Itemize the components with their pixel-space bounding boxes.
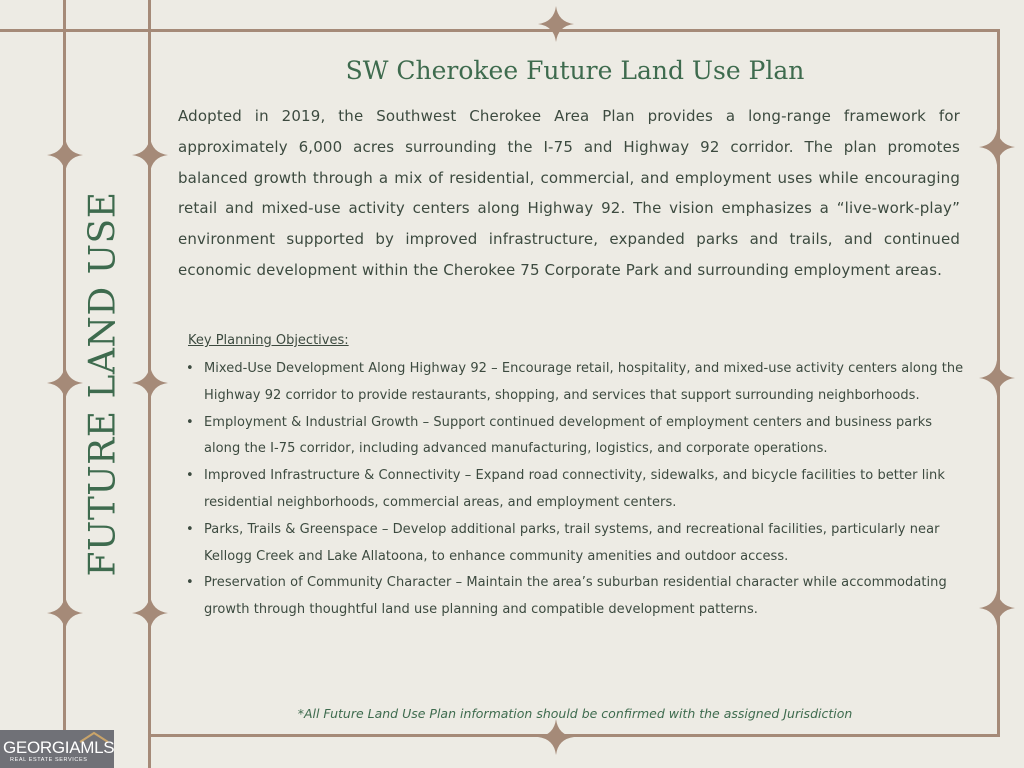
bullet-point: •: [186, 414, 194, 430]
objective-item: [186, 410, 966, 464]
objective-text: Employment & Industrial Growth – Support continued development of employment centers and business parks along the I-75 corridor, including advanced manufacturing, logistics, and corporate operations.: [204, 414, 933, 457]
georgia-mls-logo: [0, 730, 114, 768]
star-ornament-icon: [130, 135, 170, 175]
logo-tagline: REAL ESTATE SERVICES: [10, 757, 88, 763]
intro-paragraph: Adopted in 2019, the Southwest Cherokee Area Plan provides a long-range framework for approximately 6,000 acres surrounding the I-75 and Highway 92 corridor. The plan promotes balanced growth through a mix of residential, commercial, and employment uses while encouraging retail and mixed-use activity centers along Highway 92. The vision emphasizes a “live-work-play” environment supported by improved infrastructure, expanded parks and trails, and continued economic development within the Cherokee 75 Corporate Park and surrounding employment areas.: [178, 107, 960, 279]
page-title: SW Cherokee Future Land Use Plan: [345, 56, 805, 85]
bullet-point: •: [186, 361, 194, 376]
bullet-point: •: [186, 521, 194, 537]
star-ornament-icon: [977, 358, 1017, 398]
star-ornament-icon: [977, 127, 1017, 167]
side-title: FUTURE LAND USE: [82, 191, 124, 577]
bullet-point: •: [186, 468, 194, 484]
objective-text: Mixed-Use Development Along Highway 92 – Encourage retail, hospitality, and mixed-use activity centers along the Highway 92 corridor to provide restaurants, shopping, and services that support surrounding neighborhoods.: [204, 361, 964, 403]
objective-text: Parks, Trails & Greenspace – Develop additional parks, trail systems, and recreational facilities, particularly near Kellogg Creek and Lake Allatoona, to enhance community amenities and outdoor access.: [204, 521, 940, 564]
frame-line-top: [0, 29, 1000, 32]
objective-item: [186, 517, 966, 571]
disclaimer-note: *All Future Land Use Plan information should be confirmed with the assigned Jurisdiction: [297, 706, 853, 721]
objective-text: Preservation of Community Character – Maintain the area’s suburban residential character while accommodating growth through thoughtful land use planning and compatible development patterns.: [204, 575, 947, 618]
objective-item: [186, 570, 966, 624]
star-ornament-icon: [45, 135, 85, 175]
star-ornament-icon: [536, 4, 576, 44]
objective-item: [186, 356, 966, 410]
star-ornament-icon: [130, 593, 170, 633]
logo-wordmark: GEORGIAMLS: [3, 738, 115, 757]
star-ornament-icon: [536, 717, 576, 757]
objective-text: Improved Infrastructure & Connectivity – Expand road connectivity, sidewalks, and bicycle facilities to better link residential neighborhoods, commercial areas, and employment centers.: [204, 468, 945, 510]
star-ornament-icon: [977, 588, 1017, 628]
objective-item: [186, 463, 966, 517]
objectives-heading: Key Planning Objectives:: [188, 333, 349, 348]
objectives-list: [186, 356, 966, 624]
star-ornament-icon: [130, 363, 170, 403]
star-ornament-icon: [45, 363, 85, 403]
star-ornament-icon: [45, 593, 85, 633]
bullet-point: •: [186, 575, 194, 591]
